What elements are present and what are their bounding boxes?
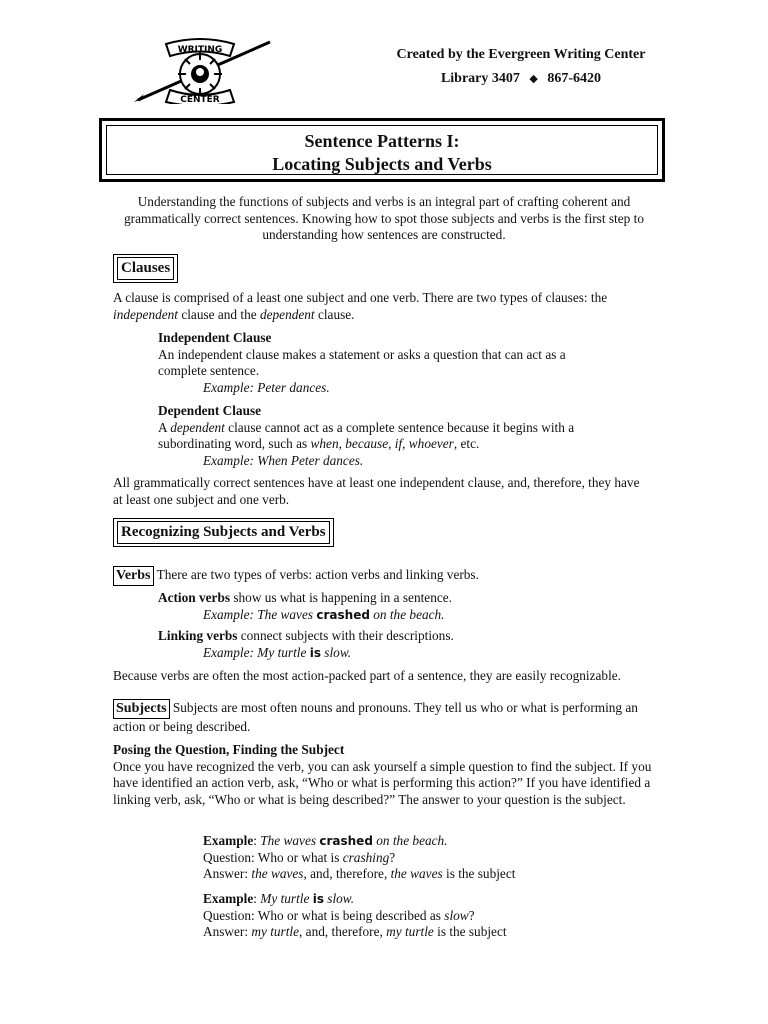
posing-section <box>113 742 653 808</box>
diamond-separator-icon: ◆ <box>529 73 538 85</box>
dependent-clause-text: A dependent clause cannot act as a complete sentence because it begins with a subordinating word, such as when, because, if, whoever, etc. <box>158 419 575 451</box>
independent-clause-block <box>158 330 598 396</box>
independent-clause-example: Example: Peter dances. <box>203 379 330 395</box>
example-2: Example: My turtle is slow. Question: Who or what is being described as slow? Answer: my turtle, and, therefore, my turtle is the subject <box>203 891 507 939</box>
dependent-clause-example: Example: When Peter dances. <box>203 452 364 468</box>
verbs-label: Verbs <box>113 566 154 586</box>
verb-types <box>158 590 638 661</box>
dependent-clause-title: Dependent Clause <box>158 403 262 418</box>
posing-text: Once you have recognized the verb, you can ask yourself a simple question to find the subject. If you have identified an action verb, ask, “Who or what is performing this action?” If you have identified a linking verb, ask, “Who or what is being described?” The answer to your question is the subject. <box>113 758 652 807</box>
clauses-definition: A clause is comprised of a least one subject and one verb. There are two types of clauses: the independent clause and the dependent clause. <box>113 290 608 322</box>
title-line-2: Locating Subjects and Verbs <box>272 154 492 174</box>
contact-line <box>376 71 666 87</box>
clauses-heading: Clauses <box>113 254 178 283</box>
linking-verbs-line: Linking verbs connect subjects with their descriptions. <box>158 628 454 643</box>
independent-clause-text: An independent clause makes a statement or asks a question that can act as a complete sentence. <box>158 346 566 378</box>
example-1: Example: The waves crashed on the beach. Question: Who or what is crashing? Answer: the waves, and, therefore, the waves is the subject <box>203 833 516 881</box>
phone: 867-6420 <box>547 71 602 86</box>
verbs-line: Verbs There are two types of verbs: action verbs and linking verbs. <box>113 566 673 586</box>
intro-paragraph: Understanding the functions of subjects and verbs is an integral part of crafting coherent and grammatically correct sentences. Knowing how to spot those subjects and verbs is the first step to understanding how sentences are constructed. <box>124 194 644 242</box>
dependent-clause-block <box>158 403 608 469</box>
linking-verbs-example: Example: My turtle is slow. <box>203 644 352 660</box>
posing-title: Posing the Question, Finding the Subject <box>113 742 345 757</box>
independent-clause-title: Independent Clause <box>158 330 272 345</box>
action-verbs-example: Example: The waves crashed on the beach. <box>203 606 445 622</box>
subjects-paragraph: Subjects Subjects are most often nouns and pronouns. They tell us who or what is performing an action or being described. <box>113 700 638 734</box>
subjects-label: Subjects <box>113 699 170 719</box>
created-by-line: Created by the Evergreen Writing Center <box>396 47 646 62</box>
clauses-summary: All grammatically correct sentences have at least one independent clause, and, therefore, they have at least one subject and one verb. <box>113 475 640 507</box>
recognizing-heading: Recognizing Subjects and Verbs <box>113 518 334 547</box>
logo-top-word: WRITING <box>177 45 223 55</box>
verbs-summary: Because verbs are often the most action-packed part of a sentence, they are easily recognizable. <box>113 668 621 683</box>
writing-center-logo <box>130 34 278 104</box>
action-verbs-line: Action verbs show us what is happening in a sentence. <box>158 590 452 605</box>
title-line-1: Sentence Patterns I: <box>304 131 460 151</box>
location: Library 3407 <box>440 71 520 86</box>
logo-bottom-word: CENTER <box>180 95 220 104</box>
title-box <box>99 118 665 182</box>
